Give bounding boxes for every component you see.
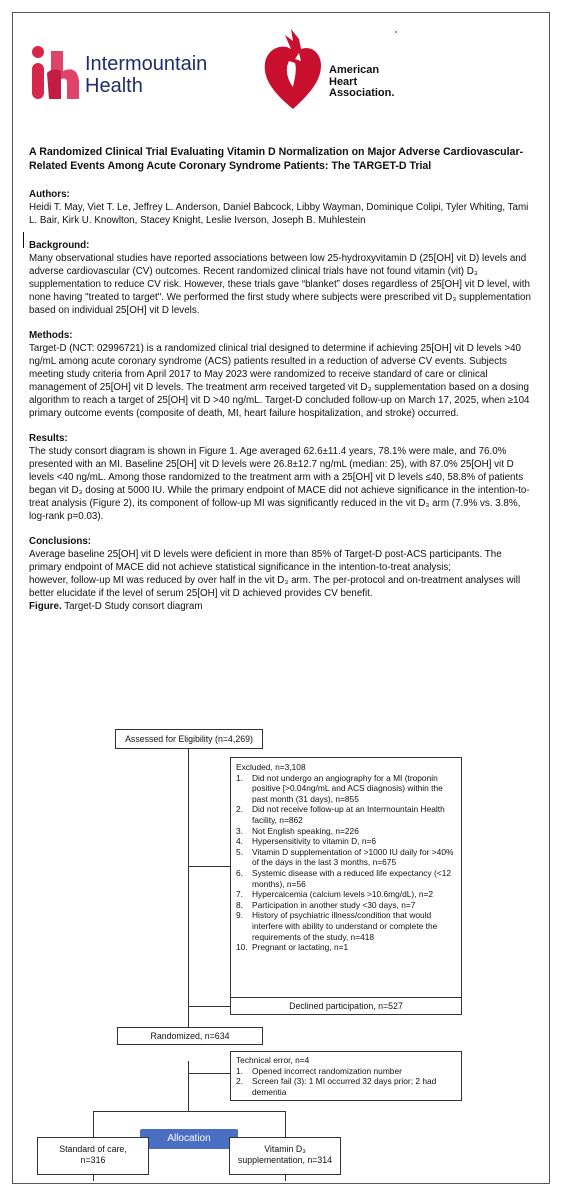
figure-label: Figure (29, 601, 59, 612)
declined-text: Declined participation, n=527 (289, 1001, 403, 1011)
american-heart-association-logo (261, 25, 431, 115)
connector-left-down (93, 1175, 94, 1181)
list-item-number: 7. (236, 889, 243, 900)
vitamin-d-box (229, 1137, 341, 1175)
results-text: The study consort diagram is shown in Figure 1. Age averaged 62.6±11.4 years, 78.1% were male, and 76.0% presented with an MI. Baseline 25[OH] vit D levels were 26.8±12.7 ng/mL (median: 25), with 87.0% 25[OH] vit D levels <40 ng/mL. Among those randomized to the treatment arm with a 25[OH] vit D levels ≤40, 58.8% of patients began vit D₃ dosing at 5000 IU. While the primary endpoint of MACE did not achieve significance in the intention-to-treat analysis (Figure 2), its component of follow-up MI was significantly reduced in the vit D₃ arm (7.9% vs. 3.8%, log-rank p=0.03). (29, 446, 530, 522)
results-heading: Results (29, 433, 65, 444)
intermountain-health-logo (29, 39, 249, 115)
vitamin-line-1: Vitamin D₃ (264, 1144, 306, 1154)
list-item-text: Pregnant or lactating, n=1 (252, 942, 349, 953)
list-item-text: Systemic disease with a reduced life expectancy (<12 months), n=56 (252, 867, 452, 889)
standard-line-2: n=316 (80, 1154, 106, 1165)
connector-declined (188, 1006, 230, 1007)
list-item-text: Not English speaking, n=226 (252, 825, 359, 836)
list-item (236, 868, 456, 889)
connector-technical (188, 1073, 230, 1074)
intermountain-name: Intermountain (85, 53, 208, 75)
randomized-text: Randomized, n=634 (150, 1031, 230, 1041)
assessed-text: Assessed for Eligibility (n=4,269) (125, 734, 253, 744)
connector-right-arm (285, 1111, 286, 1137)
list-item (236, 900, 456, 911)
list-item-number: 4. (236, 836, 243, 847)
technical-list (236, 1066, 456, 1098)
list-item (236, 910, 456, 942)
list-item-number: 1. (236, 1065, 243, 1076)
assessed-box (115, 729, 263, 749)
connector-excluded (188, 866, 230, 867)
list-item-text: Did not undergo an angiography for a MI (troponin positive [>0.04ng/mL and ACS diagnosis) within the past month (31 days), n=855 (252, 772, 443, 804)
list-item (236, 889, 456, 900)
connector-split (93, 1111, 285, 1112)
aha-line-1: American (329, 64, 380, 76)
background-text: Many observational studies have reported associations between low 25-hydroxyvitamin D (25[OH] vit D) levels and adverse cardiovascular (CV) outcomes. Recent randomized clinical trials have not found vitamin (vit) D₃ supplementation to reduce CV risk. However, these trials gave “blanket” doses regardless of 25[OH] vit D level, with none having "treated to target". We performed the first study where subjects were prescribed vit D₃ supplementation based on individual 25[OH] vit D levels. (29, 253, 531, 316)
connector-main-1 (188, 739, 189, 1043)
connector-left-arm (93, 1111, 94, 1137)
list-item-text: Vitamin D supplementation of >1000 IU daily for >40% of the days in the last 3 months, n=675 (252, 846, 454, 868)
consort-diagram (13, 721, 550, 1181)
list-item-number: 2. (236, 1076, 243, 1087)
page-frame (12, 12, 550, 1184)
list-item-number: 5. (236, 846, 243, 857)
list-item-text: History of psychiatric illness/condition that would interfere with ability to understand or complete the requirements of the study, n=418 (252, 910, 438, 942)
list-item (236, 1066, 456, 1077)
allocation-banner: Allocation (140, 1129, 238, 1149)
list-item-number: 8. (236, 899, 243, 910)
list-item-number: 10. (236, 942, 248, 953)
list-item-number: 1. (236, 772, 243, 783)
health-name: Health (85, 75, 143, 97)
list-item-text: Participation in another study <30 days, n=7 (252, 899, 416, 910)
list-item (236, 773, 456, 805)
technical-heading: Technical error, n=4 (236, 1055, 310, 1065)
list-item-number: 6. (236, 867, 243, 878)
heart-torch-icon (261, 25, 325, 111)
figure-caption-text: Target-D Study consort diagram (64, 601, 203, 612)
list-item-number: 2. (236, 804, 243, 815)
standard-of-care-box (37, 1137, 149, 1175)
methods-heading: Methods (29, 330, 70, 341)
list-item-text: Screen fail (3): 1 MI occurred 32 days prior; 2 had dementia (252, 1076, 437, 1097)
standard-line-1: Standard of care, (59, 1144, 127, 1154)
technical-error-box (230, 1051, 462, 1101)
abstract-title: A Randomized Clinical Trial Evaluating Vitamin D Normalization on Major Adverse Cardiovascular-Related Events Among Acute Coronary Syndrome Patients: The TARGET-D Trial (29, 146, 524, 172)
excluded-list (236, 773, 456, 953)
authors-text: Heidi T. May, Viet T. Le, Jeffrey L. Anderson, Daniel Babcock, Libby Wayman, Dominique Colipi, Tyler Whiting, Tami L. Bair, Kirk U. Knowlton, Stacey Knight, Leslie Iverson, Joseph B. Muhlestein (29, 202, 529, 226)
aha-line-2: Heart (329, 75, 358, 88)
background-heading: Background (29, 240, 87, 251)
list-item-text: Did not receive follow-up at an Intermountain Health facility, n=862 (252, 804, 445, 825)
connector-main-2 (188, 1061, 189, 1111)
aha-line-3: Association. (329, 87, 395, 99)
list-item-text: Hypersensitivity to vitamin D, n=6 (252, 836, 377, 847)
list-item-number: 9. (236, 910, 243, 921)
figure-caption: Figure. Target-D Study consort diagram (29, 601, 203, 612)
declined-box (230, 997, 462, 1015)
list-item (236, 847, 456, 868)
excluded-heading: Excluded, n=3,108 (236, 762, 306, 772)
list-item-text: Opened incorrect randomization number (252, 1065, 402, 1076)
abstract-body: A Randomized Clinical Trial Evaluating Vitamin D Normalization on Major Adverse Cardiovascular-Related Events Among Acute Coronary Syndrome Patients: The TARGET-D Trial Authors: Heidi T. May, Viet T. Le, Jeffrey L. Anderson, Daniel Babcock, Libby Wayman, Dominique Colipi, Tyler Whiting, Tami L. Bair, Kirk U. Knowlton, Stacey Knight, Leslie Iverson, Joseph B. Muhlestein Background: Many observational studies have reported associations between low 25-hydroxyvitamin D (25[OH] vit D) levels and adverse cardiovascular (CV) outcomes. Recent randomized clinical trials have not found vitamin (vit) D₃ supplementation to reduce CV risk. However, these trials gave “blanket” doses regardless of 25[OH] vit D level, with none having "treated to target". We performed the first study where subjects were prescribed vit D₃ supplementation based on individual 25[OH] vit D levels. Methods: Target-D (NCT: 02996721) is a randomized clinical trial designed to determine if achieving 25[OH] vit D levels >40 ng/mL among acute coronary syndrome (ACS) patients resulted in a reduction of adverse CV events. Subjects meeting study criteria from April 2017 to May 2023 were randomized to receive standard of care or clinical management of 25[OH] vit D levels. The treatment arm received targeted vit D₃ supplementation based on a dosing algorithm to reach a target of 25[OH] vit D >40 ng/mL. Target-D concluded follow-up on March 17, 2025, when ≥104 primary outcome events (composite of death, MI, heart failure hospitalization, and stroke) occurred. Results: The study consort diagram is shown in Figure 1. Age averaged 62.6±11.4 years, 78.1% were male, and 76.0% presented with an MI. Baseline 25[OH] vit D levels were 26.8±12.7 ng/mL (median: 25), with 87.0% 25[OH] vit D levels <40 ng/mL. Among those randomized to the treatment arm with a 25[OH] vit D levels ≤40, 58.8% of patients began vit D₃ dosing at 5000 IU. While the primary endpoint of MACE did not achieve significance in the intention-to-treat analysis (Figure 2), its component of follow-up MI was significantly reduced in the vit D₃ arm (7.9% vs. 3.8%, log-rank p=0.03). Conclusions: Average baseline 25[OH] vit D levels were deficient in more than 85% of Target-D post-ACS participants. The primary endpoint of MACE did not achieve statistical significance in the intention-to-treat analysis; however, follow-up MI was reduced by over half in the vit D₃ arm. The per-protocol and on-treatment analyses will better elucidate if the level of serum 25[OH] vit D achieved provides CV benefit. Figure. Target-D Study consort diagram (29, 145, 537, 613)
connector-right-down (285, 1175, 286, 1181)
methods-text: Target-D (NCT: 02996721) is a randomized clinical trial designed to determine if achieving 25[OH] vit D levels >40 ng/mL among acute coronary syndrome (ACS) patients resulted in a reduction of adverse CV events. Subjects meeting study criteria from April 2017 to May 2023 were randomized to receive standard of care or clinical management of 25[OH] vit D levels. The treatment arm received targeted vit D₃ supplementation based on a dosing algorithm to reach a target of 25[OH] vit D >40 ng/mL. Target-D concluded follow-up on March 17, 2025, when ≥104 primary outcome events (composite of death, MI, heart failure hospitalization, and stroke) occurred. (29, 343, 530, 419)
list-item (236, 836, 456, 847)
authors-heading: Authors: (29, 189, 70, 200)
list-item (236, 1076, 456, 1097)
list-item (236, 942, 456, 953)
list-item-number: 3. (236, 825, 243, 836)
vitamin-line-2: supplementation, n=314 (237, 1154, 333, 1165)
conclusions-heading: Conclusions (29, 536, 88, 547)
intermountain-logo-icon (29, 43, 79, 103)
list-item (236, 826, 456, 837)
list-item (236, 804, 456, 825)
randomized-box (117, 1027, 263, 1045)
list-item-text: Hypercalcemia (calcium levels >10.6mg/dL), n=2 (252, 889, 434, 900)
excluded-box (230, 757, 462, 1003)
conclusions-text: Average baseline 25[OH] vit D levels were deficient in more than 85% of Target-D post-ACS participants. The primary endpoint of MACE did not achieve statistical significance in the intention-to-treat analysis; (29, 549, 502, 573)
text-cursor (23, 232, 24, 248)
conclusions-continuation: however, follow-up MI was reduced by over half in the vit D₃ arm. The per-protocol and on-treatment analyses will better elucidate if the level of serum 25[OH] vit D achieved provides CV benefit. (29, 575, 521, 599)
